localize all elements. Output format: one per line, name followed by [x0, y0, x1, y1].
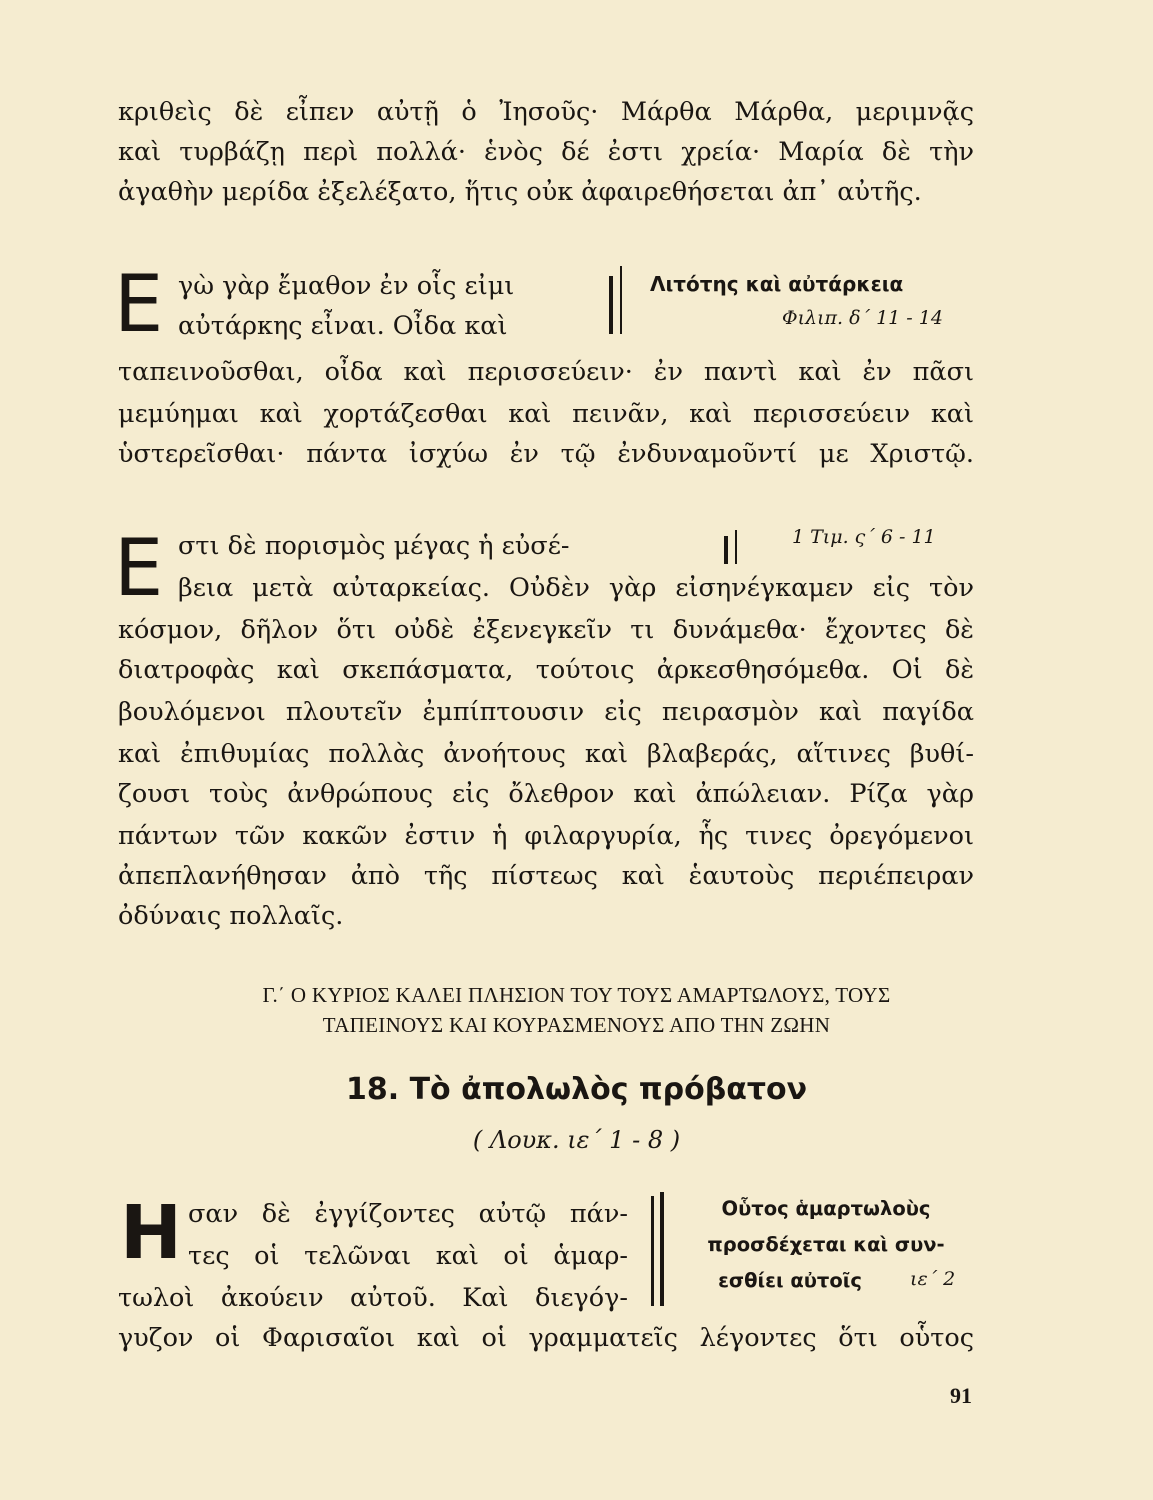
side-note-reference: ιε΄ 2 — [910, 1268, 956, 1290]
text-line: τες οἱ τελῶναι καὶ οἱ ἁμαρ- — [188, 1241, 628, 1271]
text-line: γυζον οἱ Φαρισαῖοι καὶ οἱ γραμματεῖς λέγοντες ὅτι οὗτος — [118, 1323, 974, 1353]
text-line: ὑστερεῖσθαι· πάντα ἰσχύω ἐν τῷ ἐνδυναμοῦντί με Χριστῷ. — [118, 439, 974, 469]
drop-cap: Η — [120, 1190, 182, 1276]
text-line: κριθεὶς δὲ εἶπεν αὐτῇ ὁ Ἰησοῦς· Μάρθα Μάρθα, μεριμνᾷς — [118, 97, 974, 127]
margin-rule — [735, 530, 737, 564]
text-line: τωλοὶ ἀκούειν αὐτοῦ. Καὶ διεγόγ- — [118, 1283, 628, 1313]
drop-cap: Ε — [114, 260, 164, 350]
text-line: κόσμον, δῆλον ὅτι οὐδὲ ἐξενεγκεῖν τι δυνάμεθα· ἔχοντες δὲ — [118, 615, 974, 645]
margin-rule — [609, 276, 613, 334]
text-line: ἀγαθὴν μερίδα ἐξελέξατο, ἥτις οὐκ ἀφαιρεθήσεται ἀπ᾽ αὐτῆς. — [118, 177, 922, 207]
chapter-reference: ( Λουκ. ιε΄ 1 - 8 ) — [472, 1126, 681, 1154]
text-line: καὶ ἐπιθυμίας πολλὰς ἀνοήτους καὶ βλαβεράς, αἵτινες βυθί- — [118, 739, 974, 769]
drop-cap: Ε — [114, 524, 164, 614]
side-note-title: Λιτότης καὶ αὐτάρκεια — [650, 272, 904, 296]
margin-rule — [651, 1196, 654, 1306]
text-line: βουλόμενοι πλουτεῖν ἐμπίπτουσιν εἰς πειρασμὸν καὶ παγίδα — [118, 697, 974, 727]
margin-rule — [620, 266, 622, 334]
page-number: 91 — [950, 1383, 972, 1408]
text-line: καὶ τυρβάζῃ περὶ πολλά· ἑνὸς δέ ἐστι χρεία· Μαρία δὲ τὴν — [118, 137, 974, 167]
side-note-line: εσθίει αὐτοῖς — [718, 1269, 862, 1292]
side-note-reference: 1 Τιμ. ς΄ 6 - 11 — [792, 526, 936, 548]
side-note-line: προσδέχεται καὶ συν- — [707, 1233, 945, 1256]
text-line: ὀδύναις πολλαῖς. — [118, 901, 344, 931]
text-line: μεμύημαι καὶ χορτάζεσθαι καὶ πεινᾶν, καὶ περισσεύειν καὶ — [118, 399, 974, 429]
text-line: γὼ γὰρ ἔμαθον ἐν οἷς εἰμι — [178, 271, 515, 301]
text-line: αὐτάρκης εἶναι. Οἶδα καὶ — [178, 311, 508, 341]
text-line: ταπεινοῦσθαι, οἶδα καὶ περισσεύειν· ἐν παντὶ καὶ ἐν πᾶσι — [118, 357, 974, 387]
margin-rule — [724, 536, 728, 564]
text-line: πάντων τῶν κακῶν ἐστιν ἡ φιλαργυρία, ἧς τινες ὀρεγόμενοι — [118, 821, 974, 851]
text-line: βεια μετὰ αὐταρκείας. Οὐδὲν γὰρ εἰσηνέγκαμεν εἰς τὸν — [178, 573, 974, 603]
side-note-reference: Φιλιπ. δ΄ 11 - 14 — [782, 307, 943, 329]
chapter-title: 18. Τὸ ἀπολωλὸς πρόβατον — [345, 1072, 808, 1107]
text-line: διατροφὰς καὶ σκεπάσματα, τούτοις ἀρκεσθησόμεθα. Οἱ δὲ — [118, 655, 974, 685]
margin-rule — [660, 1192, 664, 1306]
section-heading-line-1: Γ.΄ Ο ΚΥΡΙΟΣ ΚΑΛΕΙ ΠΛΗΣΙΟΝ ΤΟΥ ΤΟΥΣ ΑΜΑΡΤΩΛΟΥΣ, ΤΟΥΣ — [262, 983, 891, 1007]
side-note-line: Οὗτος ἁμαρτωλοὺς — [721, 1197, 931, 1220]
text-line: σαν δὲ ἐγγίζοντες αὐτῷ πάν- — [188, 1199, 628, 1229]
text-line: στι δὲ πορισμὸς μέγας ἡ εὐσέ- — [178, 531, 570, 561]
section-heading-line-2: ΤΑΠΕΙΝΟΥΣ ΚΑΙ ΚΟΥΡΑΣΜΕΝΟΥΣ ΑΠΟ ΤΗΝ ΖΩΗΝ — [322, 1013, 831, 1037]
text-line: ἀπεπλανήθησαν ἀπὸ τῆς πίστεως καὶ ἑαυτοὺς περιέπειραν — [118, 861, 974, 891]
text-line: ζουσι τοὺς ἀνθρώπους εἰς ὄλεθρον καὶ ἀπώλειαν. Ρίζα γὰρ — [118, 779, 974, 809]
